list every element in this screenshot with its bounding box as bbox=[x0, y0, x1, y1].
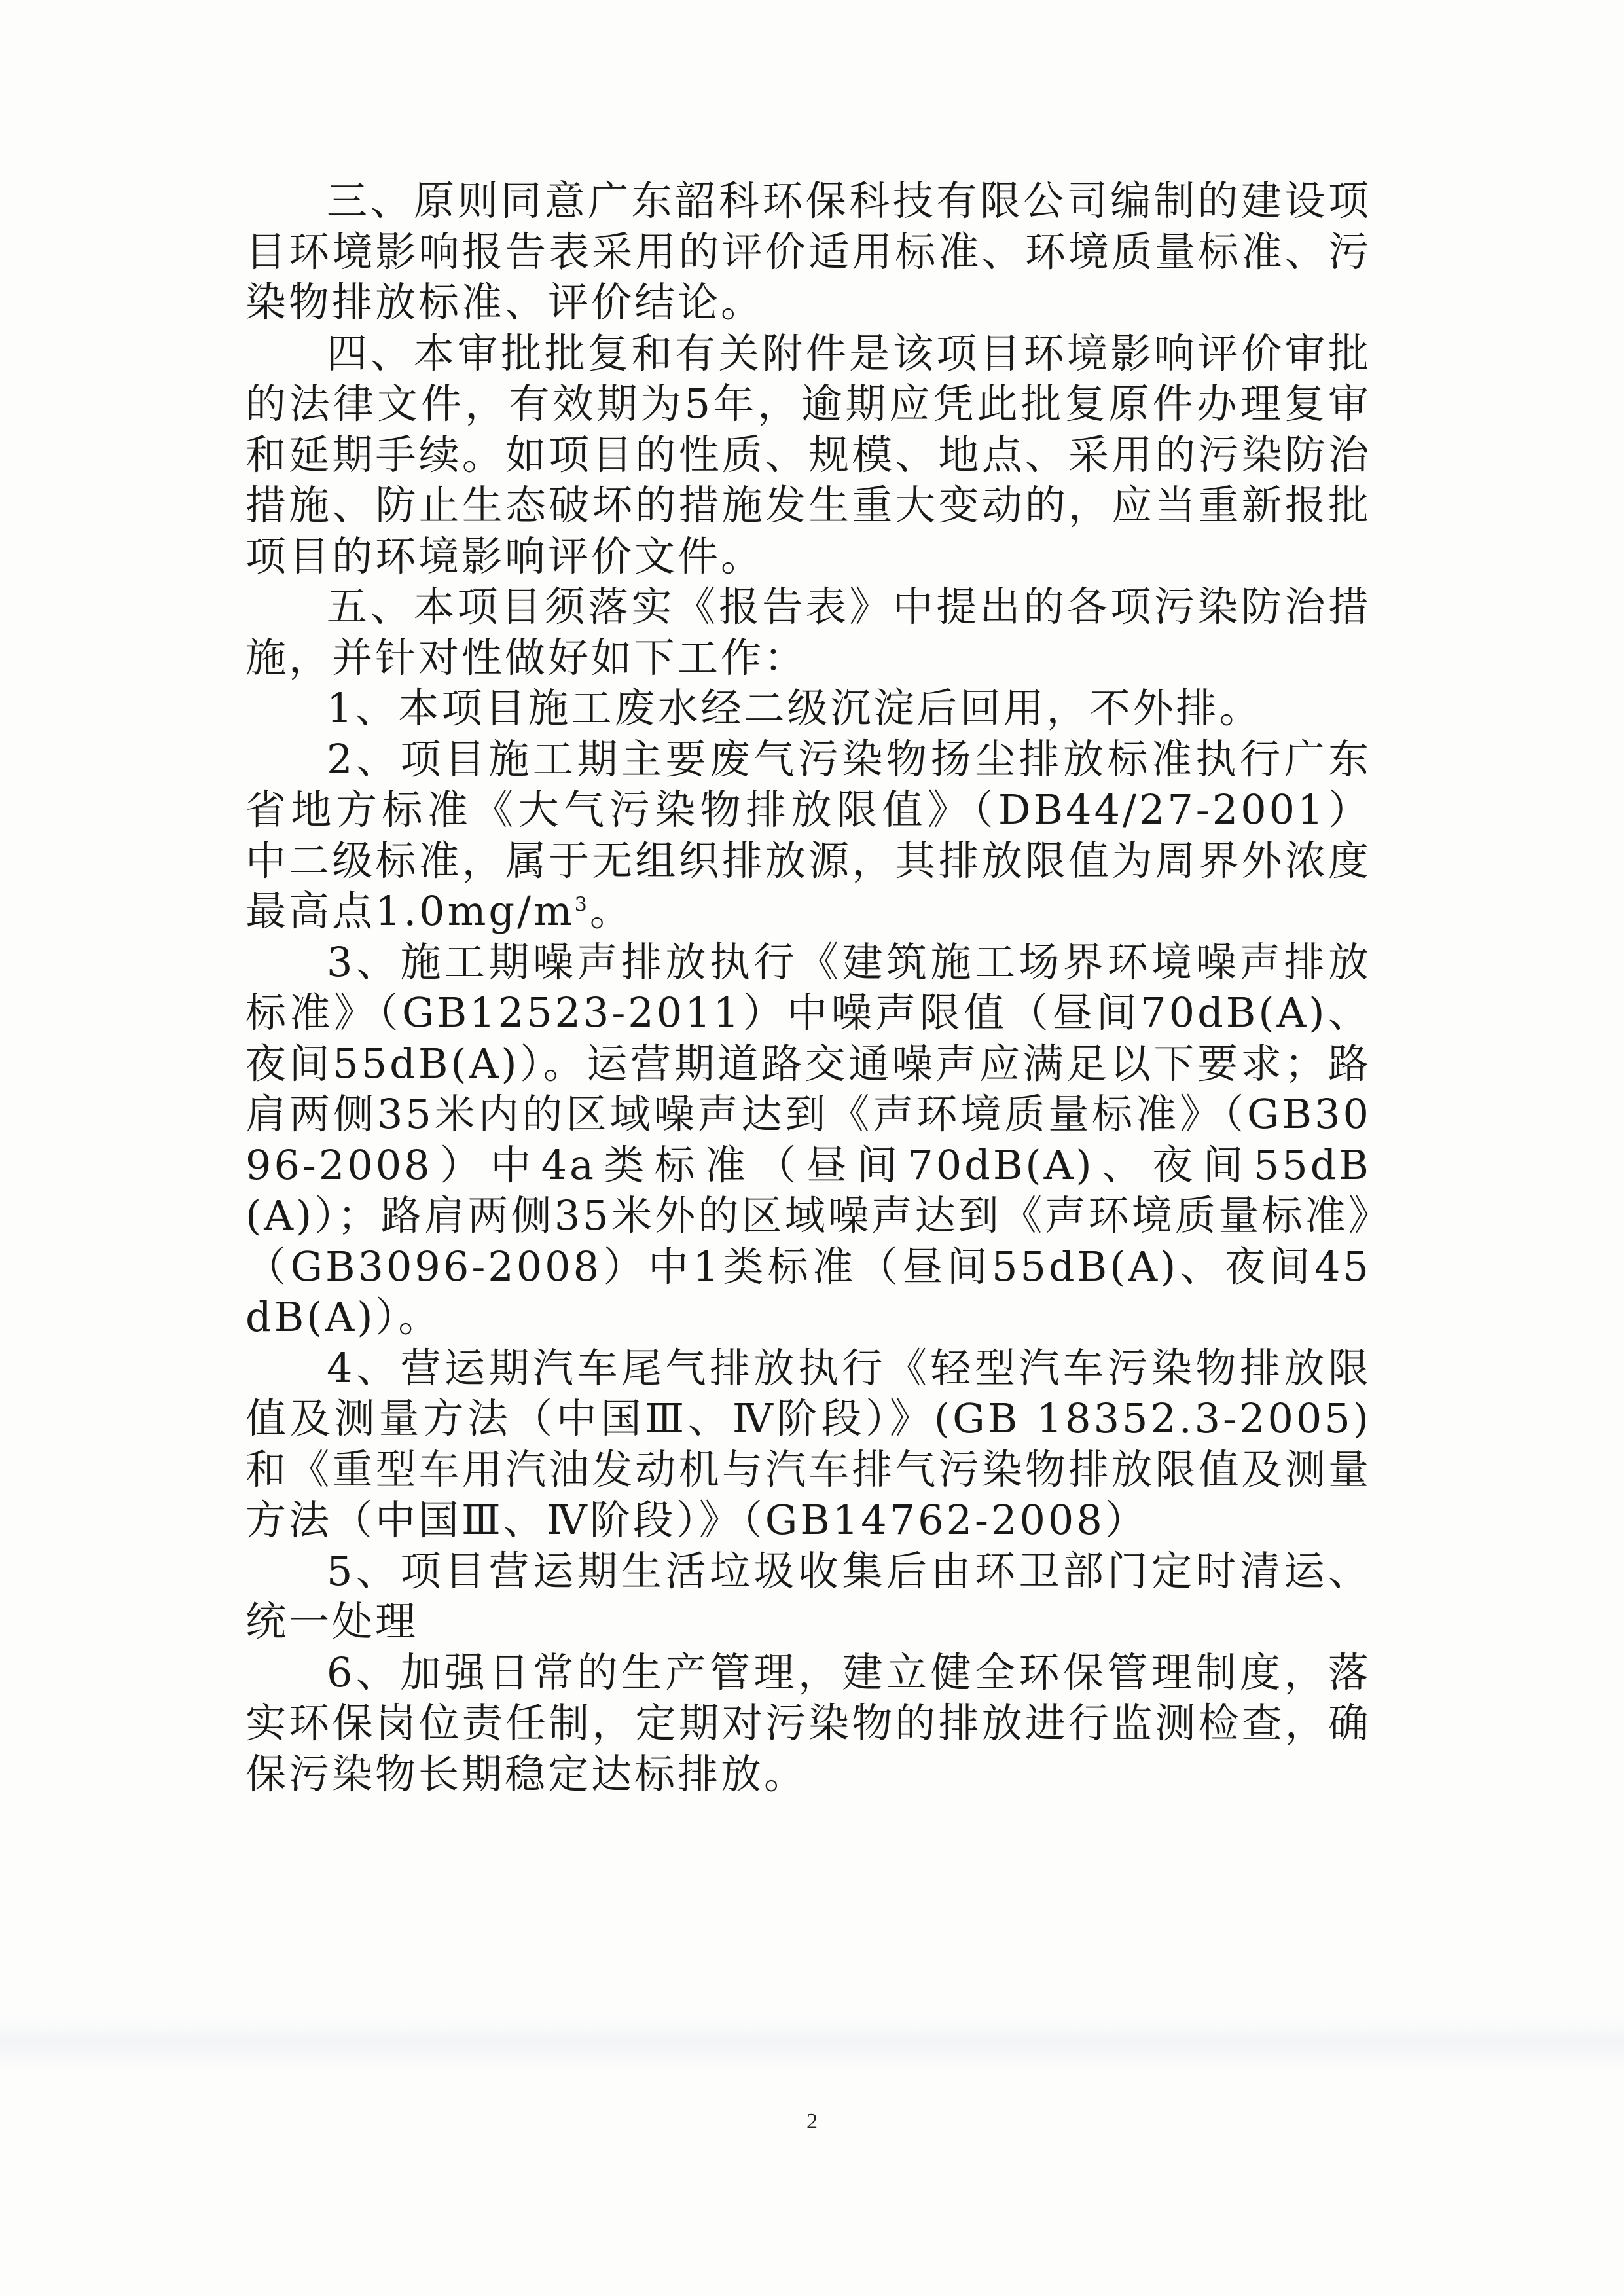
item-4: 4、营运期汽车尾气排放执行《轻型汽车污染物排放限值及测量方法（中国Ⅲ、Ⅳ阶段）》(GB 18352.3-2005)和《重型车用汽油发动机与汽车排气污染物排放限值及测量方法（中国Ⅲ、Ⅳ阶段）》（GB14762-2008） bbox=[245, 1343, 1371, 1544]
unit-suffix: 。 bbox=[589, 887, 633, 935]
item-5: 5、项目营运期生活垃圾收集后由环卫部门定时清运、统一处理 bbox=[245, 1546, 1371, 1645]
item-2 bbox=[245, 734, 1371, 937]
document-body bbox=[245, 175, 1371, 1799]
item-2-text: 2、项目施工期主要废气污染物扬尘排放标准执行广东省地方标准《大气污染物排放限值》（DB44/27-2001）中二级标准，属于无组织排放源，其排放限值为周界外浓度最高点1.0mg/m bbox=[245, 735, 1371, 935]
unit-superscript: 3 bbox=[574, 893, 590, 917]
paragraph-5: 五、本项目须落实《报告表》中提出的各项污染防治措施，并针对性做好如下工作： bbox=[245, 583, 1371, 682]
page-number: 2 bbox=[806, 2109, 818, 2134]
paragraph-3: 三、原则同意广东韶科环保科技有限公司编制的建设项目环境影响报告表采用的评价适用标准、环境质量标准、污染物排放标准、评价结论。 bbox=[245, 177, 1371, 326]
scan-artifact bbox=[0, 2016, 1624, 2069]
item-1: 1、本项目施工废水经二级沉淀后回用，不外排。 bbox=[327, 684, 1263, 732]
item-6: 6、加强日常的生产管理，建立健全环保管理制度，落实环保岗位责任制，定期对污染物的排放进行监测检查，确保污染物长期稳定达标排放。 bbox=[245, 1648, 1371, 1798]
paragraph-4: 四、本审批批复和有关附件是该项目环境影响评价审批的法律文件，有效期为5年，逾期应凭此批复原件办理复审和延期手续。如项目的性质、规模、地点、采用的污染防治措施、防止生态破坏的措施发生重大变动的，应当重新报批项目的环境影响评价文件。 bbox=[245, 329, 1371, 580]
item-3: 3、施工期噪声排放执行《建筑施工场界环境噪声排放标准》（GB12523-2011）中噪声限值（昼间70dB(A)、夜间55dB(A)）。运营期道路交通噪声应满足以下要求；路肩两侧35米内的区域噪声达到《声环境质量标准》（GB3096-2008）中4a类标准（昼间70dB(A)、夜间55dB(A)）；路肩两侧35米外的区域噪声达到《声环境质量标准》（GB3096-2008）中1类标准（昼间55dB(A)、夜间45dB(A)）。 bbox=[245, 938, 1371, 1341]
